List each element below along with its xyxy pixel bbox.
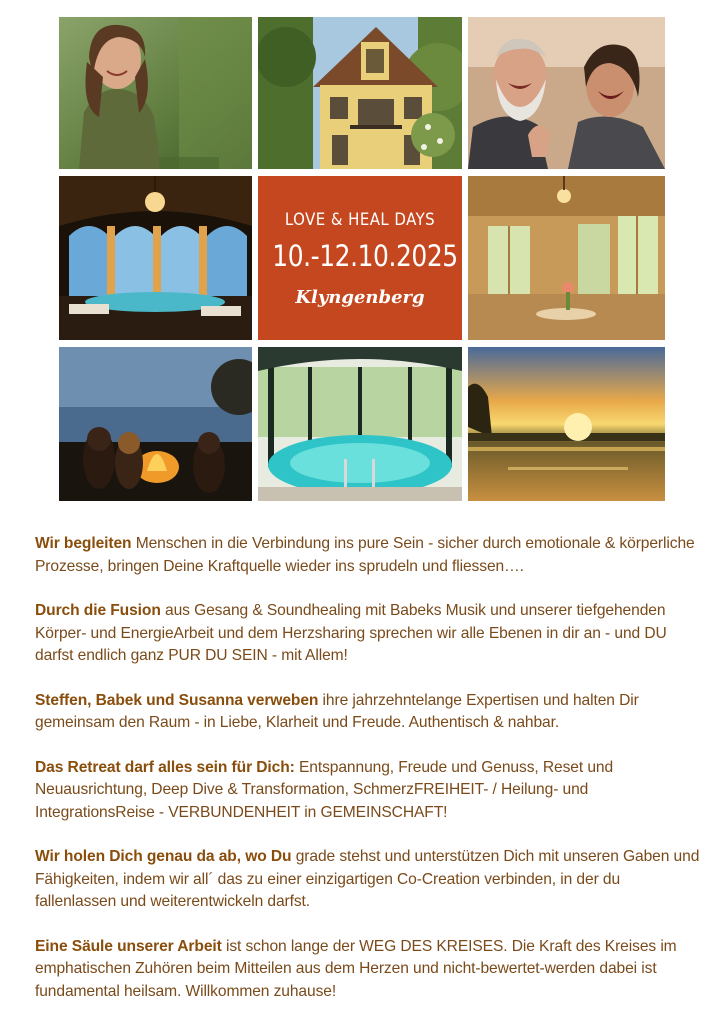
paragraph-body: ist schon lange der WEG DES KREISES. Die Kraft des Kreises im emphatischen Zuhören beim Mitteilen aus dem Herzen und nicht-bewertet-werden dabei ist fundamental heilsam. Willkommen zuhause! — [35, 937, 677, 1000]
photo-woman-smiling-in-grass — [59, 17, 252, 169]
paragraph-abholen — [35, 846, 700, 914]
paragraph-kreis — [35, 936, 700, 1004]
photo-indoor-pool — [258, 347, 462, 501]
event-title: LOVE & HEAL DAYS — [284, 210, 436, 230]
photo-spa-pool-hall — [59, 176, 252, 340]
paragraph-retreat — [35, 757, 700, 825]
paragraph-lead: Durch die Fusion — [35, 602, 161, 619]
paragraph-fusion — [35, 600, 700, 668]
photo-two-men-laughing — [468, 17, 665, 169]
paragraph-lead: Das Retreat darf alles sein für Dich: — [35, 758, 295, 776]
paragraph-lead: Eine Säule unserer Arbeit — [35, 937, 222, 955]
photo-lake-sunset — [468, 347, 665, 501]
event-title-card — [258, 176, 462, 340]
paragraph-lead: Wir holen Dich genau da ab, wo Du — [35, 848, 292, 865]
photo-yellow-house — [258, 17, 462, 169]
paragraph-begleiten — [35, 533, 700, 578]
paragraph-body: Entspannung, Freude und Genuss, Reset und Neuausrichtung, Deep Dive & Transformation, SchmerzFREIHEIT- / Heilung- und IntegrationsReise - VERBUNDENHEIT in GEMEINSCHAFT! — [35, 758, 614, 821]
paragraph-body: ihre jahrzehntelange Expertisen und halten Dir gemeinsam den Raum - in Liebe, Klarheit und Freude. Authentisch & nahbar. — [35, 691, 639, 731]
event-date: 10.-12.10.2025 — [272, 239, 458, 273]
paragraph-body: grade stehst und unterstützen Dich mit unseren Gaben und Fähigkeiten, indem wir all´ das zu einer einzigartigen Co-Creation verbinden, in der du fallenlassen und weiterentwickeln darfst. — [35, 848, 700, 910]
photo-yoga-room — [468, 176, 665, 340]
photo-campfire-by-lake — [59, 347, 252, 501]
photo-collage — [59, 17, 665, 501]
paragraph-lead: Wir begleiten — [35, 535, 132, 552]
event-place: Klyngenberg — [295, 287, 425, 308]
description-text — [35, 533, 700, 1025]
paragraph-lead: Steffen, Babek und Susanna verweben — [35, 691, 319, 709]
paragraph-team — [35, 690, 700, 735]
paragraph-body: Menschen in die Verbindung ins pure Sein - sicher durch emotionale & körperliche Prozesse, bringen Deine Kraftquelle wieder ins sprudeln und fliessen…. — [35, 535, 695, 575]
paragraph-body: aus Gesang & Soundhealing mit Babeks Musik und unserer tiefgehenden Körper- und EnergieArbeit und dem Herzsharing sprechen wir alle Ebenen in dir an - und DU darfst endlich ganz PUR DU SEIN - mit Allem! — [35, 602, 667, 664]
